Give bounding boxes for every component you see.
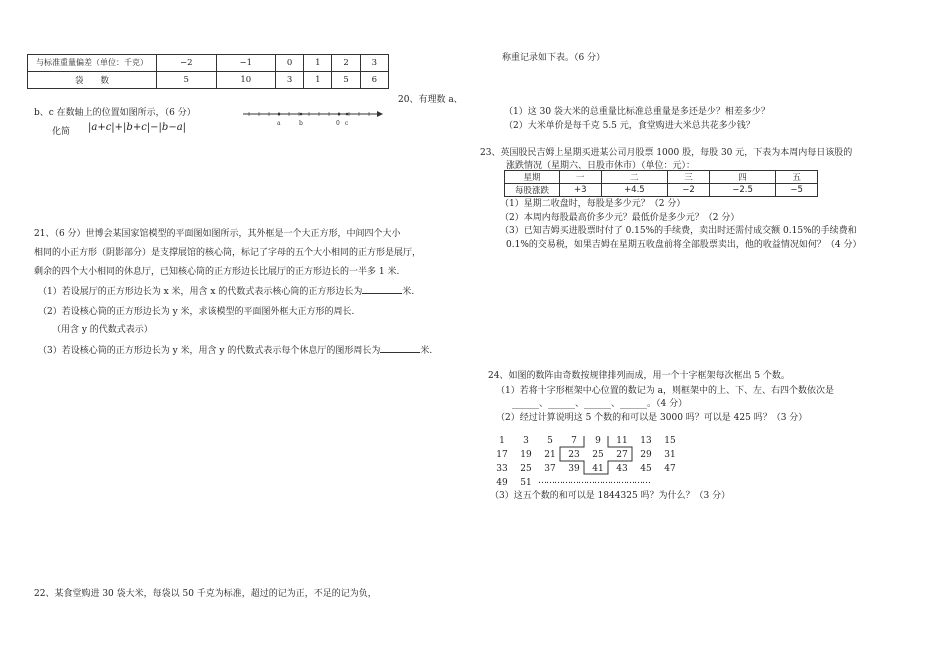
table-header: 星期 bbox=[505, 171, 560, 184]
table-cell: 二 bbox=[601, 171, 668, 184]
q24-part3: （3）这五个数的和可以是 1844325 吗？为什么？（3 分） bbox=[490, 491, 731, 501]
table-cell: 1 bbox=[304, 55, 332, 72]
table-cell: +3 bbox=[560, 184, 602, 197]
table-cell: 10 bbox=[216, 72, 276, 89]
weight-deviation-table bbox=[27, 54, 389, 89]
grid-cell: 17 bbox=[496, 450, 508, 460]
grid-dots: …………………………………… bbox=[538, 476, 650, 486]
q21-part2: （2）若设核心筒的正方形边长为 y 米，求该模型的平面图外框大正方形的周长. bbox=[38, 307, 355, 317]
table-cell: 五 bbox=[776, 171, 818, 184]
table-cell: −2 bbox=[668, 184, 710, 197]
grid-cell: 45 bbox=[640, 464, 652, 474]
table-cell: 1 bbox=[304, 72, 332, 89]
table-cell: −1 bbox=[216, 55, 276, 72]
q22-continued: 称重记录如下表。（6 分） bbox=[502, 53, 606, 63]
q24-part2: （2）经过计算说明这 5 个数的和可以是 3000 吗？可以是 425 吗？（3 分） bbox=[496, 413, 808, 423]
table-cell: −2.5 bbox=[709, 184, 776, 197]
grid-cell: 29 bbox=[640, 450, 652, 460]
table-cell: 三 bbox=[668, 171, 710, 184]
q20-expression: |a+c|+|b+c|−|b−a| bbox=[88, 122, 187, 133]
grid-cell: 25 bbox=[520, 464, 532, 474]
grid-cell: 23 bbox=[568, 450, 580, 460]
q22-part1: （1）这 30 袋大米的总重量比标准总重量是多还是少？相差多少？ bbox=[504, 107, 770, 117]
q21-part1-text: （1）若设展厅的正方形边长为 x 米，用含 x 的代数式表示核心筒的正方形边长为 bbox=[38, 287, 363, 297]
q23-part3b: 0.1%的交易税，如果吉姆在星期五收盘前将全部股票卖出，他的收益情况如何？（4 分） bbox=[506, 240, 862, 250]
table-cell: −5 bbox=[776, 184, 818, 197]
grid-cell: 33 bbox=[496, 464, 508, 474]
answer-blank bbox=[362, 285, 402, 294]
grid-cell: 27 bbox=[616, 450, 628, 460]
answer-blank bbox=[380, 344, 420, 353]
q21-part2-note: （用含 y 的代数式表示） bbox=[52, 325, 153, 335]
table-cell: 0 bbox=[276, 55, 304, 72]
q22-text: 22、某食堂购进 30 袋大米，每袋以 50 千克为标准，超过的记为正，不足的记为负， bbox=[34, 589, 377, 599]
grid-cell: 51 bbox=[520, 478, 532, 488]
table-cell: 3 bbox=[360, 55, 388, 72]
q23-part3a: （3）已知吉姆买进股票时付了 0.15%的手续费，卖出时还需付成交额 0.15%的手续费和 bbox=[500, 226, 857, 236]
q20-simplify-label: 化简 bbox=[52, 127, 71, 137]
grid-cell: 9 bbox=[595, 436, 601, 446]
grid-cell: 41 bbox=[592, 464, 604, 474]
q24-part1: （1）若将十字形框架中心位置的数记为 a，则框架中的上、下、左、右四个数依次是 bbox=[496, 386, 834, 396]
q21-line2: 相同的小正方形（阴影部分）是支撑展馆的核心筒，标记了字母的五个大小相同的正方形是展厅， bbox=[34, 248, 422, 258]
q20-line: b、c 在数轴上的位置如图所示，（6 分） bbox=[34, 108, 196, 118]
q23-line1: 23、英国股民吉姆上星期买进某公司月股票 1000 股，每股 30 元，下表为本周内每日该股的 bbox=[480, 148, 853, 158]
grid-cell: 39 bbox=[568, 464, 580, 474]
table-cell: −2 bbox=[157, 55, 217, 72]
table-cell: +4.5 bbox=[601, 184, 668, 197]
number-line bbox=[243, 108, 383, 128]
q24-part1-blanks: ______、______、______、______。（4 分） bbox=[512, 399, 688, 409]
grid-cell: 13 bbox=[640, 436, 652, 446]
table-cell: 5 bbox=[332, 72, 360, 89]
grid-cell: 25 bbox=[592, 450, 604, 460]
numberline-label-c: c bbox=[345, 120, 349, 127]
q21-part3-unit: 米. bbox=[420, 346, 433, 356]
numberline-label-b: b bbox=[299, 120, 303, 127]
grid-cell: 5 bbox=[547, 436, 553, 446]
q21-line3: 剩余的四个大小相同的休息厅，已知核心筒的正方形边长比展厅的正方形边长的一半多 1 米. bbox=[34, 267, 400, 277]
numberline-label-0: 0 bbox=[336, 120, 340, 127]
grid-cell: 1 bbox=[499, 436, 505, 446]
table-cell: 一 bbox=[560, 171, 602, 184]
grid-cell: 7 bbox=[571, 436, 577, 446]
table-row-label: 袋 数 bbox=[28, 72, 157, 89]
table-cell: 3 bbox=[276, 72, 304, 89]
q23-part2: （2）本周内每股最高价多少元？最低价是多少元？（2 分） bbox=[500, 213, 740, 223]
grid-cell: 37 bbox=[544, 464, 556, 474]
q22-part2: （2）大米单价是每千克 5.5 元，食堂购进大米总共花多少钱？ bbox=[504, 121, 755, 131]
q21-part3-text: （3）若设核心筒的正方形边长为 y 米，用含 y 的代数式表示每个休息厅的图形周长为 bbox=[38, 346, 381, 356]
q21-line1: 21、（6 分）世博会某国家馆模型的平面图如图所示，其外框是一个大正方形，中间四个大小 bbox=[34, 229, 401, 239]
table-header: 每股涨跌 bbox=[505, 184, 560, 197]
grid-cell: 49 bbox=[496, 478, 508, 488]
grid-cell: 31 bbox=[664, 450, 676, 460]
table-cell: 5 bbox=[157, 72, 217, 89]
q21-part3 bbox=[38, 343, 432, 356]
grid-cell: 43 bbox=[616, 464, 628, 474]
q21-part1 bbox=[38, 284, 414, 297]
numberline-label-a: a bbox=[277, 120, 281, 127]
q20-start: 20、有理数 a、 bbox=[398, 95, 463, 105]
q23-part1: （1）星期二收盘时，每股是多少元？（2 分） bbox=[500, 199, 686, 209]
cross-frame bbox=[488, 436, 718, 496]
grid-cell: 11 bbox=[616, 436, 628, 446]
q24-intro: 24、如图的数阵由奇数按规律排列而成，用一个十字框架每次框出 5 个数。 bbox=[488, 371, 790, 381]
q21-part1-unit: 米. bbox=[402, 287, 415, 297]
q23-line2: 涨跌情况（星期六、日股市休市）（单位：元）： bbox=[506, 161, 696, 171]
table-cell: 2 bbox=[332, 55, 360, 72]
grid-cell: 21 bbox=[544, 450, 556, 460]
grid-cell: 3 bbox=[523, 436, 529, 446]
grid-cell: 47 bbox=[664, 464, 676, 474]
grid-cell: 19 bbox=[520, 450, 532, 460]
stock-change-table bbox=[504, 170, 818, 197]
odd-number-grid bbox=[488, 436, 718, 496]
table-cell: 四 bbox=[709, 171, 776, 184]
grid-cell: 15 bbox=[664, 436, 676, 446]
table-cell: 6 bbox=[360, 72, 388, 89]
table-header-label: 与标准重量偏差（单位：千克） bbox=[28, 55, 157, 72]
